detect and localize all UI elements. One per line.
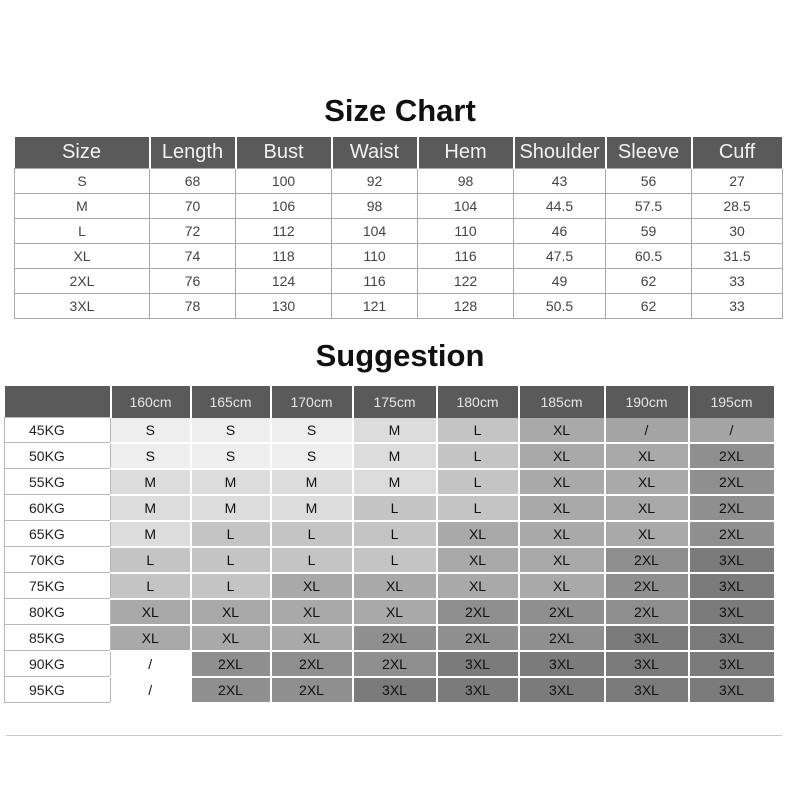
suggested-size-cell: 3XL: [689, 625, 775, 651]
suggested-size-cell: XL: [437, 573, 519, 599]
suggestion-table: [4, 386, 776, 704]
size-cell: 47.5: [514, 244, 606, 269]
suggested-size-cell: L: [191, 573, 271, 599]
suggested-size-cell: XL: [605, 443, 689, 469]
suggested-size-cell: /: [111, 651, 191, 677]
suggested-size-cell: XL: [111, 625, 191, 651]
size-cell: M: [15, 194, 150, 219]
table-row: [5, 651, 775, 677]
size-cell: 92: [332, 169, 418, 194]
size-cell: 128: [418, 294, 514, 319]
size-cell: 27: [692, 169, 783, 194]
size-cell: 121: [332, 294, 418, 319]
weight-label: 55KG: [5, 469, 111, 495]
size-cell: L: [15, 219, 150, 244]
size-cell: 130: [236, 294, 332, 319]
suggestion-title: Suggestion: [315, 338, 485, 373]
suggested-size-cell: M: [353, 443, 437, 469]
height-header: 195cm: [689, 386, 775, 418]
suggestion-corner-cell: [5, 386, 111, 418]
size-cell: 28.5: [692, 194, 783, 219]
size-cell: 50.5: [514, 294, 606, 319]
suggested-size-cell: L: [111, 573, 191, 599]
table-row: [5, 521, 775, 547]
size-cell: 98: [418, 169, 514, 194]
suggested-size-cell: M: [191, 469, 271, 495]
suggested-size-cell: 2XL: [689, 521, 775, 547]
table-row: [5, 495, 775, 521]
suggested-size-cell: S: [271, 443, 353, 469]
suggested-size-cell: XL: [519, 521, 605, 547]
table-row: [5, 625, 775, 651]
suggested-size-cell: L: [191, 521, 271, 547]
size-cell: 60.5: [606, 244, 692, 269]
size-header-cuff: Cuff: [692, 137, 783, 169]
size-cell: 59: [606, 219, 692, 244]
suggested-size-cell: M: [111, 469, 191, 495]
size-chart-header-row: [15, 137, 783, 169]
suggested-size-cell: 2XL: [605, 599, 689, 625]
size-header-sleeve: Sleeve: [606, 137, 692, 169]
table-row: [5, 547, 775, 573]
size-header-waist: Waist: [332, 137, 418, 169]
table-row: [5, 418, 775, 443]
suggested-size-cell: 2XL: [191, 677, 271, 703]
suggested-size-cell: XL: [191, 599, 271, 625]
suggested-size-cell: XL: [519, 495, 605, 521]
suggested-size-cell: /: [111, 677, 191, 703]
size-cell: XL: [15, 244, 150, 269]
suggested-size-cell: 2XL: [519, 625, 605, 651]
size-header-length: Length: [150, 137, 236, 169]
size-cell: 124: [236, 269, 332, 294]
suggested-size-cell: M: [271, 469, 353, 495]
suggested-size-cell: XL: [353, 573, 437, 599]
suggested-size-cell: S: [191, 443, 271, 469]
suggested-size-cell: 3XL: [689, 651, 775, 677]
size-cell: 112: [236, 219, 332, 244]
suggested-size-cell: 2XL: [605, 573, 689, 599]
suggested-size-cell: 2XL: [605, 547, 689, 573]
suggested-size-cell: L: [353, 547, 437, 573]
suggested-size-cell: S: [191, 418, 271, 443]
suggested-size-cell: 2XL: [689, 495, 775, 521]
suggested-size-cell: 3XL: [519, 677, 605, 703]
suggested-size-cell: M: [111, 495, 191, 521]
size-cell: 43: [514, 169, 606, 194]
size-cell: 30: [692, 219, 783, 244]
height-header: 160cm: [111, 386, 191, 418]
size-cell: 100: [236, 169, 332, 194]
height-header: 175cm: [353, 386, 437, 418]
suggested-size-cell: XL: [519, 469, 605, 495]
size-cell: 33: [692, 294, 783, 319]
size-cell: 104: [332, 219, 418, 244]
suggested-size-cell: M: [191, 495, 271, 521]
suggested-size-cell: 2XL: [437, 625, 519, 651]
size-cell: 110: [332, 244, 418, 269]
suggested-size-cell: 2XL: [689, 443, 775, 469]
size-cell: 78: [150, 294, 236, 319]
suggested-size-cell: 2XL: [437, 599, 519, 625]
weight-label: 45KG: [5, 418, 111, 443]
height-header: 190cm: [605, 386, 689, 418]
weight-label: 95KG: [5, 677, 111, 703]
bottom-divider: [6, 735, 782, 736]
suggested-size-cell: 3XL: [437, 651, 519, 677]
suggested-size-cell: L: [437, 418, 519, 443]
table-row: [5, 469, 775, 495]
size-cell: 116: [332, 269, 418, 294]
size-header-bust: Bust: [236, 137, 332, 169]
suggested-size-cell: L: [437, 443, 519, 469]
suggested-size-cell: 3XL: [519, 651, 605, 677]
table-row: [15, 244, 783, 269]
suggested-size-cell: XL: [519, 418, 605, 443]
suggested-size-cell: M: [353, 469, 437, 495]
suggested-size-cell: XL: [437, 521, 519, 547]
suggested-size-cell: /: [605, 418, 689, 443]
suggested-size-cell: XL: [437, 547, 519, 573]
suggested-size-cell: M: [353, 418, 437, 443]
suggested-size-cell: /: [689, 418, 775, 443]
height-header: 170cm: [271, 386, 353, 418]
size-cell: 46: [514, 219, 606, 244]
suggested-size-cell: XL: [353, 599, 437, 625]
suggested-size-cell: L: [437, 495, 519, 521]
suggested-size-cell: L: [437, 469, 519, 495]
weight-label: 60KG: [5, 495, 111, 521]
table-row: [5, 573, 775, 599]
suggested-size-cell: XL: [271, 599, 353, 625]
size-header-shoulder: Shoulder: [514, 137, 606, 169]
suggested-size-cell: S: [111, 443, 191, 469]
weight-label: 90KG: [5, 651, 111, 677]
table-row: [5, 677, 775, 703]
suggested-size-cell: 2XL: [271, 651, 353, 677]
suggested-size-cell: S: [111, 418, 191, 443]
suggested-size-cell: 2XL: [271, 677, 353, 703]
suggested-size-cell: 2XL: [689, 469, 775, 495]
suggested-size-cell: 3XL: [689, 677, 775, 703]
height-header: 180cm: [437, 386, 519, 418]
height-header: 185cm: [519, 386, 605, 418]
size-chart-title: Size Chart: [324, 93, 476, 128]
suggested-size-cell: XL: [519, 443, 605, 469]
size-cell: 33: [692, 269, 783, 294]
weight-label: 50KG: [5, 443, 111, 469]
suggested-size-cell: XL: [605, 495, 689, 521]
suggested-size-cell: 3XL: [605, 625, 689, 651]
suggested-size-cell: XL: [271, 625, 353, 651]
table-row: [15, 269, 783, 294]
weight-label: 70KG: [5, 547, 111, 573]
table-row: [15, 169, 783, 194]
table-row: [5, 443, 775, 469]
suggestion-header-row: [5, 386, 775, 418]
suggested-size-cell: XL: [111, 599, 191, 625]
suggested-size-cell: XL: [191, 625, 271, 651]
suggested-size-cell: 3XL: [605, 651, 689, 677]
table-row: [15, 294, 783, 319]
suggested-size-cell: XL: [605, 469, 689, 495]
size-cell: 76: [150, 269, 236, 294]
size-cell: 118: [236, 244, 332, 269]
suggested-size-cell: L: [191, 547, 271, 573]
suggested-size-cell: S: [271, 418, 353, 443]
suggested-size-cell: 2XL: [519, 599, 605, 625]
suggested-size-cell: M: [111, 521, 191, 547]
table-row: [15, 194, 783, 219]
size-cell: 57.5: [606, 194, 692, 219]
suggested-size-cell: L: [271, 521, 353, 547]
size-cell: 68: [150, 169, 236, 194]
size-cell: 62: [606, 294, 692, 319]
size-cell: 110: [418, 219, 514, 244]
size-cell: 122: [418, 269, 514, 294]
weight-label: 65KG: [5, 521, 111, 547]
suggested-size-cell: XL: [271, 573, 353, 599]
size-cell: 106: [236, 194, 332, 219]
suggested-size-cell: 3XL: [689, 573, 775, 599]
suggested-size-cell: 3XL: [353, 677, 437, 703]
size-cell: 98: [332, 194, 418, 219]
size-cell: 116: [418, 244, 514, 269]
suggested-size-cell: L: [353, 495, 437, 521]
suggested-size-cell: M: [271, 495, 353, 521]
suggested-size-cell: L: [353, 521, 437, 547]
suggested-size-cell: XL: [519, 573, 605, 599]
size-cell: 31.5: [692, 244, 783, 269]
size-cell: 72: [150, 219, 236, 244]
height-header: 165cm: [191, 386, 271, 418]
size-header-size: Size: [15, 137, 150, 169]
size-cell: 104: [418, 194, 514, 219]
suggested-size-cell: 2XL: [191, 651, 271, 677]
suggested-size-cell: XL: [519, 547, 605, 573]
weight-label: 80KG: [5, 599, 111, 625]
suggested-size-cell: L: [111, 547, 191, 573]
size-cell: S: [15, 169, 150, 194]
size-cell: 56: [606, 169, 692, 194]
size-cell: 62: [606, 269, 692, 294]
size-chart-table: [14, 137, 784, 319]
suggested-size-cell: 3XL: [689, 547, 775, 573]
size-header-hem: Hem: [418, 137, 514, 169]
suggested-size-cell: 2XL: [353, 625, 437, 651]
weight-label: 85KG: [5, 625, 111, 651]
suggested-size-cell: L: [271, 547, 353, 573]
table-row: [5, 599, 775, 625]
table-row: [15, 219, 783, 244]
weight-label: 75KG: [5, 573, 111, 599]
suggested-size-cell: 2XL: [353, 651, 437, 677]
suggested-size-cell: 3XL: [689, 599, 775, 625]
size-cell: 49: [514, 269, 606, 294]
suggested-size-cell: XL: [605, 521, 689, 547]
size-cell: 3XL: [15, 294, 150, 319]
suggested-size-cell: 3XL: [437, 677, 519, 703]
size-cell: 44.5: [514, 194, 606, 219]
size-cell: 70: [150, 194, 236, 219]
size-cell: 2XL: [15, 269, 150, 294]
size-cell: 74: [150, 244, 236, 269]
suggested-size-cell: 3XL: [605, 677, 689, 703]
